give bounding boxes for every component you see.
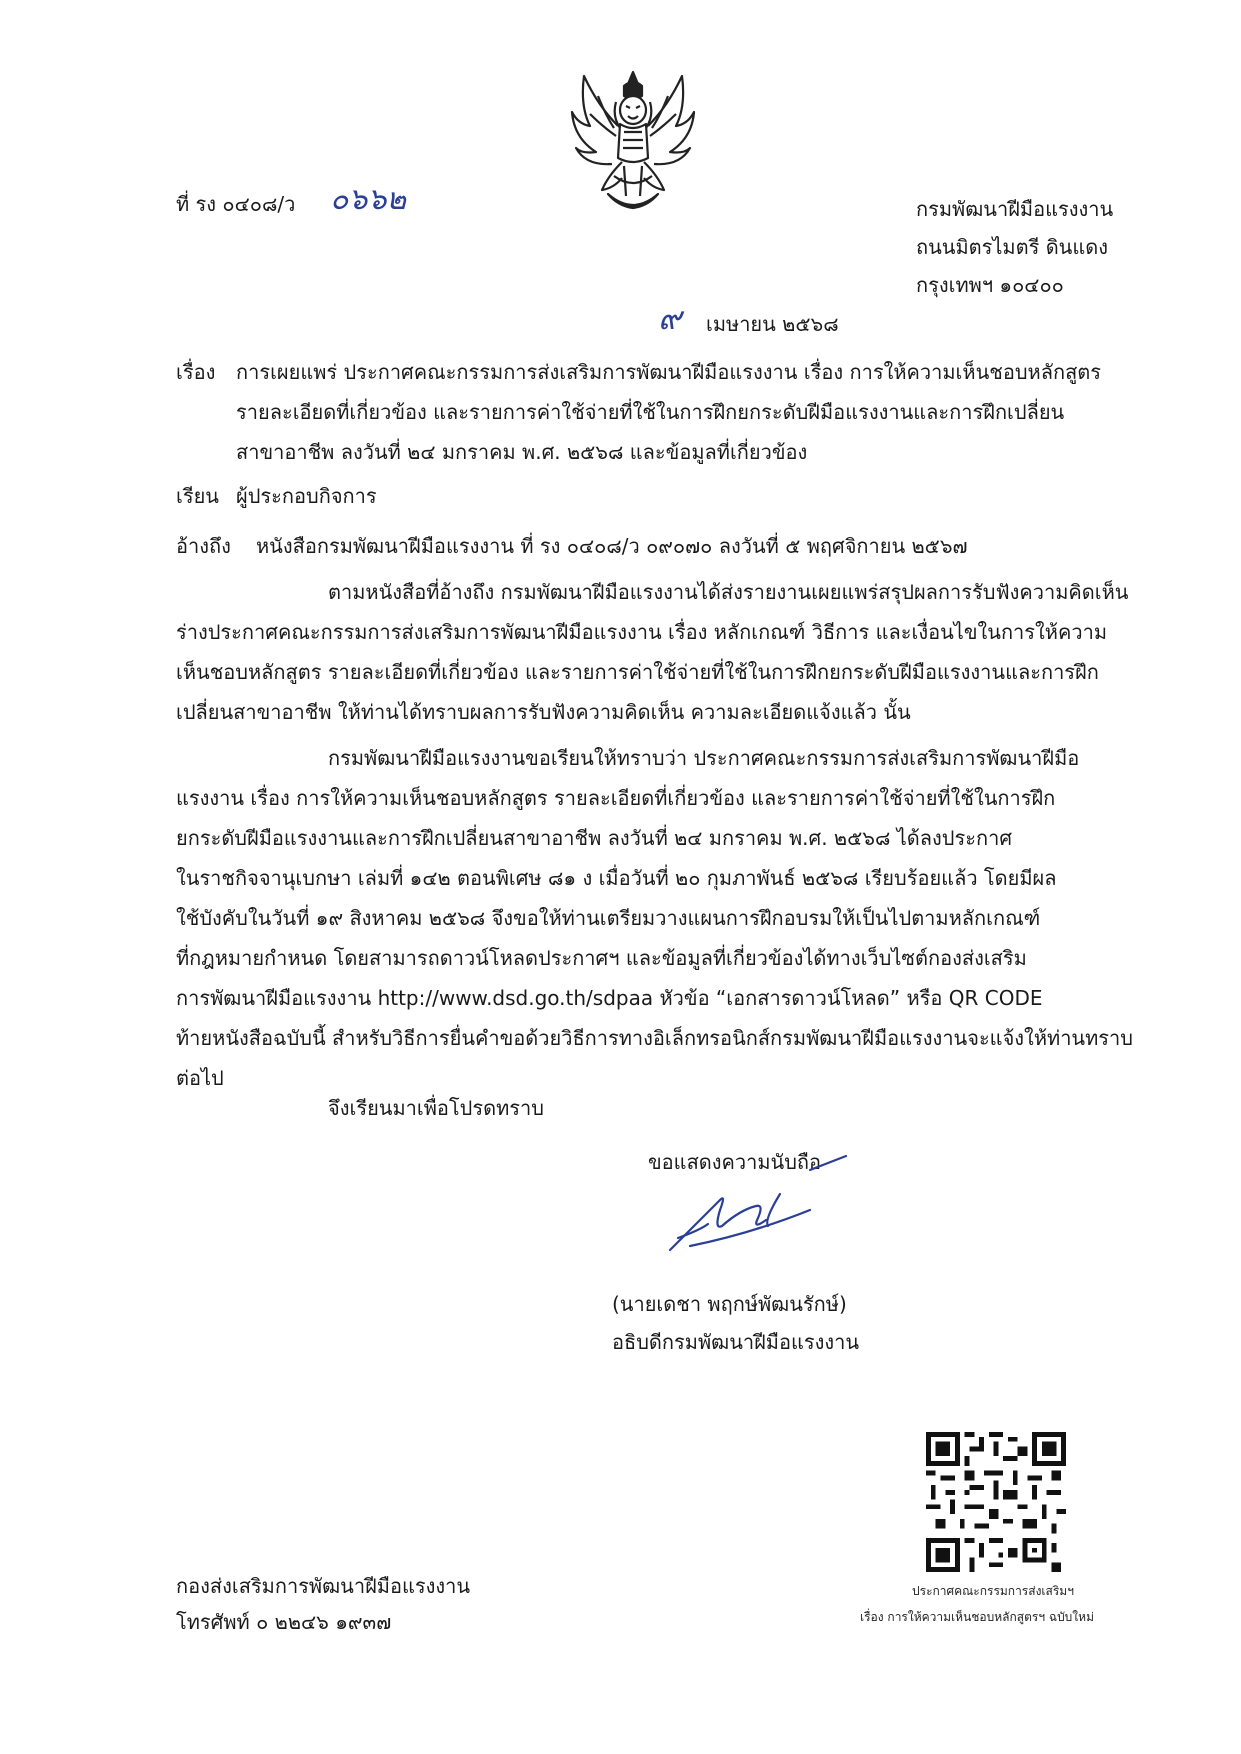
subject-line: รายละเอียดที่เกี่ยวข้อง และรายการค่าใช้จ่ายที่ใช้ในการฝึกยกระดับฝีมือแรงงานและการฝึกเปลี่ยน (236, 400, 1065, 424)
paragraph-line: แรงงาน เรื่อง การให้ความเห็นชอบหลักสูตร รายละเอียดที่เกี่ยวข้อง และรายการค่าใช้จ่ายที่ใช้ในการฝึก (176, 786, 1056, 810)
subject-label: เรื่อง (176, 360, 216, 384)
paragraph-line: ท้ายหนังสือฉบับนี้ สำหรับวิธีการยื่นคำขอด้วยวิธีการทางอิเล็กทรอนิกส์กรมพัฒนาฝีมือแรงงานจะแจ้งให้ท่านทราบ (176, 1026, 1133, 1050)
reference-number-prefix: ที่ รง ๐๔๐๘/ว (176, 192, 296, 216)
handwritten-signature (660, 1150, 860, 1260)
paragraph-line: การพัฒนาฝีมือแรงงาน http://www.dsd.go.th/sdpaa หัวข้อ “เอกสารดาวน์โหลด” หรือ QR CODE (176, 986, 1043, 1010)
closing-request: จึงเรียนมาเพื่อโปรดทราบ (328, 1096, 544, 1120)
paragraph-line: เห็นชอบหลักสูตร รายละเอียดที่เกี่ยวข้อง และรายการค่าใช้จ่ายที่ใช้ในการฝึกยกระดับฝีมือแรงงานและการฝึก (176, 660, 1099, 684)
org-address-block (916, 190, 1113, 304)
subject-line: การเผยแพร่ ประกาศคณะกรรมการส่งเสริมการพัฒนาฝีมือแรงงาน เรื่อง การให้ความเห็นชอบหลักสูตร (236, 360, 1102, 384)
qr-code (926, 1432, 1066, 1572)
reference-label: อ้างถึง (176, 534, 231, 558)
paragraph-line: กรมพัฒนาฝีมือแรงงานขอเรียนให้ทราบว่า ประกาศคณะกรรมการส่งเสริมการพัฒนาฝีมือ (328, 746, 1080, 770)
subject-text (236, 352, 1101, 472)
body-paragraph-1 (176, 572, 1128, 732)
org-address-line-2: ถนนมิตรไมตรี ดินแดง (916, 235, 1109, 259)
footer-phone: โทรศัพท์ ๐ ๒๒๔๖ ๑๙๓๗ (176, 1610, 392, 1634)
paragraph-line: ใช้บังคับในวันที่ ๑๙ สิงหาคม ๒๕๖๘ จึงขอให้ท่านเตรียมวางแผนการฝึกอบรมให้เป็นไปตามหลักเกณฑ์ (176, 906, 1041, 930)
paragraph-line: ยกระดับฝีมือแรงงานและการฝึกเปลี่ยนสาขาอาชีพ ลงวันที่ ๒๔ มกราคม พ.ศ. ๒๕๖๘ ได้ลงประกาศ (176, 826, 1013, 850)
org-address-line-1: กรมพัฒนาฝีมือแรงงาน (916, 197, 1114, 221)
paragraph-line: ที่กฎหมายกำหนด โดยสามารถดาวน์โหลดประกาศฯ และข้อมูลที่เกี่ยวข้องได้ทางเว็บไซต์กองส่งเสริม (176, 946, 1027, 970)
qr-caption-line-2: เรื่อง การให้ความเห็นชอบหลักสูตรฯ ฉบับใหม่ (860, 1610, 1094, 1624)
paragraph-line: ตามหนังสือที่อ้างถึง กรมพัฒนาฝีมือแรงงานได้ส่งรายงานเผยแพร่สรุปผลการรับฟังความคิดเห็น (328, 580, 1129, 604)
salutation-label: เรียน (176, 484, 219, 508)
date-month-year: เมษายน ๒๕๖๘ (706, 312, 839, 336)
signatory-name: (นายเดชา พฤกษ์พัฒนรักษ์) (612, 1292, 847, 1316)
salutation-recipient: ผู้ประกอบกิจการ (236, 484, 377, 508)
paragraph-line: ร่างประกาศคณะกรรมการส่งเสริมการพัฒนาฝีมือแรงงาน เรื่อง หลักเกณฑ์ วิธีการ และเงื่อนไขในการให้ความ (176, 620, 1107, 644)
handwritten-date-day: ๙ (658, 299, 682, 337)
signatory-title: อธิบดีกรมพัฒนาฝีมือแรงงาน (612, 1330, 860, 1354)
paragraph-line: ในราชกิจจานุเบกษา เล่มที่ ๑๔๒ ตอนพิเศษ ๘๑ ง เมื่อวันที่ ๒๐ กุมภาพันธ์ ๒๕๖๘ เรียบร้อยแล้ว โดยมีผล (176, 866, 1057, 890)
paragraph-line: เปลี่ยนสาขาอาชีพ ให้ท่านได้ทราบผลการรับฟังความคิดเห็น ความละเอียดแจ้งแล้ว นั้น (176, 700, 911, 724)
body-paragraph-2 (176, 738, 1133, 1098)
org-address-line-3: กรุงเทพฯ ๑๐๔๐๐ (916, 273, 1064, 297)
qr-caption-line-1: ประกาศคณะกรรมการส่งเสริมฯ (912, 1584, 1074, 1598)
handwritten-reference-number: ๐๖๖๒ (330, 182, 407, 217)
closing-phrase: ขอแสดงความนับถือ (648, 1150, 822, 1174)
footer-division: กองส่งเสริมการพัฒนาฝีมือแรงงาน (176, 1574, 471, 1598)
garuda-emblem-icon (568, 66, 698, 216)
reference-text: หนังสือกรมพัฒนาฝีมือแรงงาน ที่ รง ๐๔๐๘/ว ๐๙๐๗๐ ลงวันที่ ๕ พฤศจิกายน ๒๕๖๗ (256, 534, 968, 558)
paragraph-line: ต่อไป (176, 1066, 224, 1090)
subject-line: สาขาอาชีพ ลงวันที่ ๒๔ มกราคม พ.ศ. ๒๕๖๘ และข้อมูลที่เกี่ยวข้อง (236, 440, 808, 464)
